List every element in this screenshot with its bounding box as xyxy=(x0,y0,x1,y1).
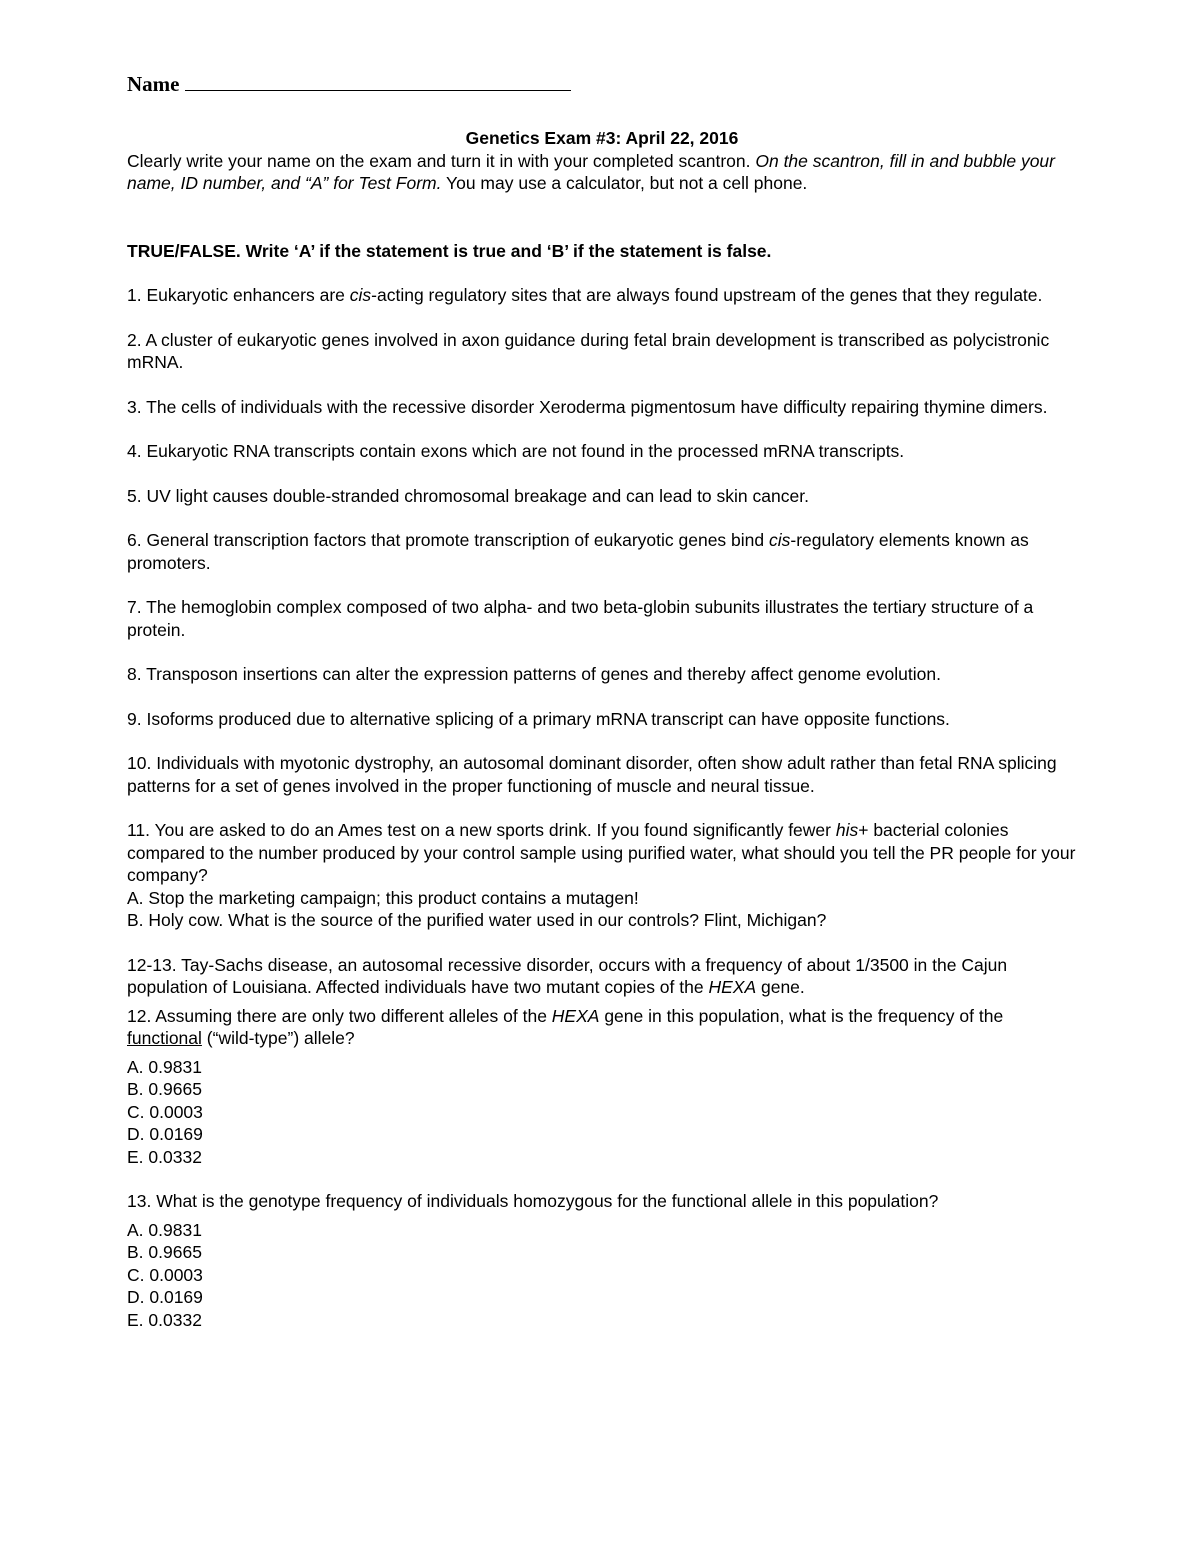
true-false-header: TRUE/FALSE. Write ‘A’ if the statement is true and ‘B’ if the statement is false. xyxy=(127,240,772,261)
question-5: 5. UV light causes double-stranded chromosomal breakage and can lead to skin cancer. xyxy=(127,485,809,506)
answer-choice: D. 0.0169 xyxy=(127,1287,203,1307)
question-7: 7. The hemoglobin complex composed of two alpha- and two beta-globin subunits illustrates the tertiary structure of a protein. xyxy=(127,597,1034,640)
question-11-text-a: 11. You are asked to do an Ames test on a new sports drink. If you found significantly fewer xyxy=(127,820,836,840)
question-12-underlined: functional xyxy=(127,1028,202,1048)
name-blank-line xyxy=(185,72,571,91)
answer-choice: E. 0.0332 xyxy=(127,1309,202,1330)
answer-choice: D. 0.0169 xyxy=(127,1124,203,1144)
question-12-italic: HEXA xyxy=(551,1005,600,1026)
instructions-text-1: Clearly write your name on the exam and turn it in with your completed scantron. xyxy=(127,150,756,171)
exam-title: Genetics Exam #3: April 22, 2016 xyxy=(465,128,739,148)
question-10: 10. Individuals with myotonic dystrophy, an autosomal dominant disorder, often show adult rather than fetal RNA splicing patterns for a set of genes involved in the proper functioning of muscle and neural tissue. xyxy=(127,753,1057,796)
instructions-text-2: On the scantron, fill in and bubble your name, ID number, and “A” for Test Form. xyxy=(127,150,1055,193)
question-12-text-a: 12. Assuming there are only two different alleles of the xyxy=(127,1005,552,1026)
question-12-text-b: gene in this population, what is the frequency of the xyxy=(599,1005,1004,1026)
answer-choice: A. 0.9831 xyxy=(127,1056,202,1077)
question-3: 3. The cells of individuals with the recessive disorder Xeroderma pigmentosum have difficulty repairing thymine dimers. xyxy=(127,396,1048,417)
question-11-italic: his xyxy=(835,820,859,840)
question-6-text-b: -regulatory elements known as promoters. xyxy=(127,530,1029,573)
question-4: 4. Eukaryotic RNA transcripts contain exons which are not found in the processed mRNA transcripts. xyxy=(127,441,905,461)
question-6-text-a: 6. General transcription factors that promote transcription of eukaryotic genes bind xyxy=(127,530,769,550)
name-field xyxy=(127,72,571,96)
answer-choice: C. 0.0003 xyxy=(127,1264,203,1285)
answer-choice: B. 0.9665 xyxy=(127,1079,202,1099)
answer-choice: B. Holy cow. What is the source of the purified water used in our controls? Flint, Michigan? xyxy=(127,910,827,930)
question-12-choices xyxy=(127,1056,1077,1169)
question-1 xyxy=(127,284,1077,307)
instructions-text-3: You may use a calculator, but not a cell phone. xyxy=(441,173,808,193)
question-12-13-intro xyxy=(127,954,1077,999)
question-8: 8. Transposon insertions can alter the expression patterns of genes and thereby affect genome evolution. xyxy=(127,664,941,684)
exam-instructions xyxy=(127,150,1077,195)
intro-italic: HEXA xyxy=(708,977,757,997)
question-6-italic: cis xyxy=(769,530,791,550)
question-9: 9. Isoforms produced due to alternative splicing of a primary mRNA transcript can have opposite functions. xyxy=(127,708,950,729)
exam-content xyxy=(127,127,1077,1353)
answer-choice: A. 0.9831 xyxy=(127,1219,202,1240)
question-13-choices xyxy=(127,1219,1077,1332)
answer-choice: B. 0.9665 xyxy=(127,1242,202,1262)
question-11-text-b: + bacterial colonies compared to the number produced by your control sample using purified water, what should you tell the PR people for your company? xyxy=(127,820,1076,885)
question-1-text-b: -acting regulatory sites that are always found upstream of the genes that they regulate. xyxy=(371,285,1043,305)
answer-choice: E. 0.0332 xyxy=(127,1146,202,1167)
question-6 xyxy=(127,529,1077,574)
question-11-choices xyxy=(127,887,1077,932)
answer-choice: C. 0.0003 xyxy=(127,1101,203,1122)
question-2: 2. A cluster of eukaryotic genes involved in axon guidance during fetal brain development is transcribed as polycistronic mRNA. xyxy=(127,329,1050,372)
question-1-text-a: 1. Eukaryotic enhancers are xyxy=(127,285,350,305)
intro-text-b: gene. xyxy=(756,977,805,997)
name-label: Name xyxy=(127,72,180,96)
answer-choice: A. Stop the marketing campaign; this product contains a mutagen! xyxy=(127,887,639,908)
question-12 xyxy=(127,1005,1077,1050)
question-1-italic: cis xyxy=(349,285,372,305)
question-11 xyxy=(127,819,1077,887)
question-13: 13. What is the genotype frequency of individuals homozygous for the functional allele in this population? xyxy=(127,1191,939,1211)
intro-text-a: 12-13. Tay-Sachs disease, an autosomal recessive disorder, occurs with a frequency of about 1/3500 in the Cajun population of Louisiana. Affected individuals have two mutant copies of the xyxy=(127,954,1008,997)
question-12-text-c: (“wild-type”) allele? xyxy=(201,1028,355,1048)
